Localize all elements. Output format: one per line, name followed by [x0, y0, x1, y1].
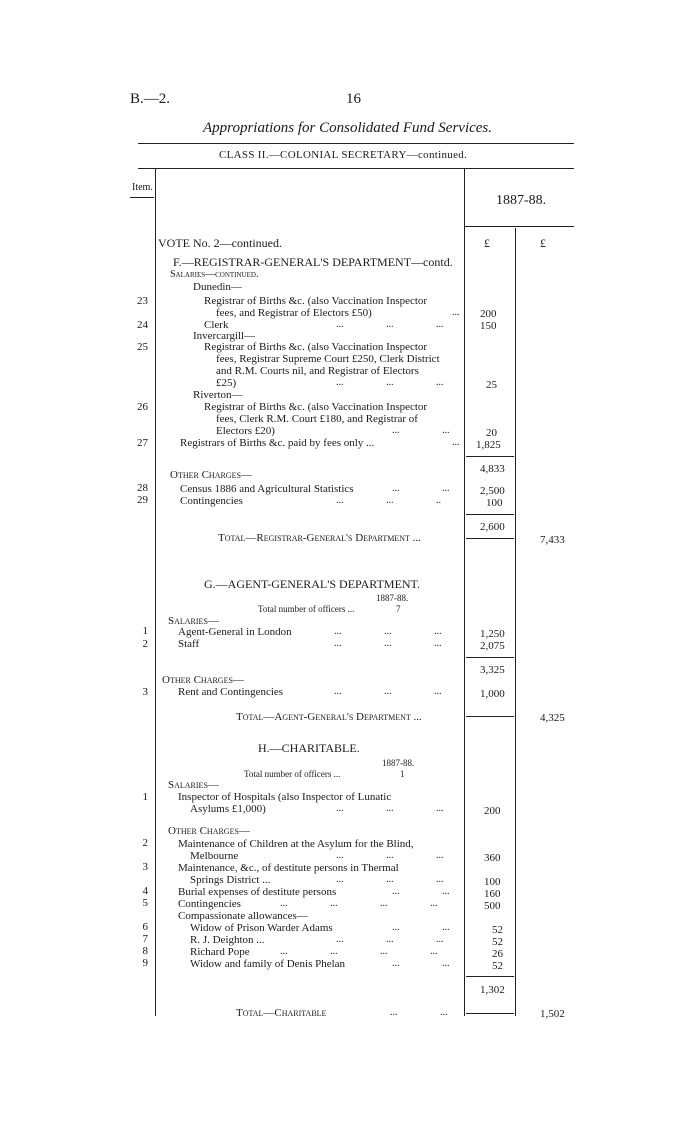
- item-text: Staff: [178, 638, 200, 650]
- item-amount: 20: [486, 427, 497, 439]
- section-f-total-label: Total—Registrar-General's Department ...: [218, 532, 421, 544]
- item-amount: 200: [484, 805, 501, 817]
- total-rule: [466, 1013, 514, 1014]
- item-amount: 360: [484, 852, 501, 864]
- total-rule: [466, 716, 514, 717]
- document-code: B.—2.: [130, 91, 171, 107]
- subtotal-amount: 2,600: [480, 521, 505, 533]
- item-text: Widow and family of Denis Phelan: [190, 958, 346, 970]
- subtotal-rule: [466, 657, 514, 658]
- class-title: CLASS II.—COLONIAL SECRETARY—continued.: [219, 149, 468, 161]
- subtotal-rule: [466, 456, 514, 457]
- item-number: 6: [142, 921, 148, 933]
- leader-dots: ... ... ..: [336, 495, 441, 506]
- section-g-title: G.—AGENT-GENERAL'S DEPARTMENT.: [204, 577, 420, 591]
- item-text: Springs District ...: [190, 874, 271, 886]
- section-g-year: 1887-88.: [376, 593, 409, 603]
- vote-heading: VOTE No. 2—continued.: [158, 236, 282, 250]
- year-header-rule: [464, 226, 574, 227]
- subtotal-amount: 1,302: [480, 984, 505, 996]
- leader-dots: ...: [452, 307, 460, 318]
- item-number: 1: [142, 625, 148, 637]
- section-h-other-label: Other Charges—: [168, 825, 250, 837]
- item-amount: 100: [486, 497, 503, 509]
- item-number: 24: [137, 319, 148, 331]
- item-text: Asylums £1,000): [190, 803, 266, 815]
- item-text: Registrar of Births &c. (also Vaccination Inspector: [204, 295, 428, 307]
- section-g-officers-label: Total number of officers ...: [258, 604, 355, 614]
- section-h-officers-label: Total number of officers ...: [244, 769, 341, 779]
- item-text: Burial expenses of destitute persons: [178, 886, 337, 898]
- item-text: R. J. Deighton ...: [190, 934, 265, 946]
- subtotal-amount: 3,325: [480, 664, 505, 676]
- section-h-title: H.—CHARITABLE.: [258, 741, 360, 755]
- section-h-year: 1887-88.: [382, 758, 415, 768]
- item-number: 7: [142, 933, 148, 945]
- section-g-grand-total: 4,325: [540, 712, 565, 724]
- riverton-label: Riverton—: [193, 389, 243, 401]
- item-number: 27: [137, 437, 148, 449]
- item-amount: 26: [492, 948, 503, 960]
- leader-dots: ... ...: [392, 922, 450, 933]
- item-number: 5: [142, 897, 148, 909]
- item-column-divider: [155, 168, 156, 1016]
- section-g-officers-count: 7: [396, 604, 401, 614]
- item-text: Registrar of Births &c. (also Vaccination Inspector: [204, 401, 428, 413]
- item-text: fees, and Registrar of Electors £50): [216, 307, 372, 319]
- leader-dots: ... ...: [390, 1007, 448, 1018]
- leader-dots: ... ... ...: [336, 850, 444, 861]
- item-amount: 1,250: [480, 628, 505, 640]
- pound-sign-col1: £: [484, 236, 490, 250]
- item-text: Electors £20): [216, 425, 275, 437]
- item-amount: 25: [486, 379, 497, 391]
- item-amount: 2,075: [480, 640, 505, 652]
- leader-dots: ... ...: [392, 425, 450, 436]
- section-f-title: F.—REGISTRAR-GENERAL'S DEPARTMENT—contd.: [173, 255, 453, 269]
- leader-dots: ... ... ...: [336, 874, 444, 885]
- leader-dots: ... ... ...: [334, 686, 442, 697]
- item-text: Registrars of Births &c. paid by fees only ...: [180, 437, 375, 449]
- item-number: 1: [142, 791, 148, 803]
- section-f-salaries-label: Salaries—continued.: [170, 269, 259, 280]
- amount-column-divider: [464, 168, 465, 1016]
- pound-sign-col2: £: [540, 236, 546, 250]
- subtotal-rule: [466, 514, 514, 515]
- leader-dots: ... ... ...: [336, 319, 444, 330]
- total-rule: [466, 538, 514, 539]
- subtotal-rule: [466, 976, 514, 977]
- item-number: 9: [142, 957, 148, 969]
- page-number: 16: [346, 91, 361, 107]
- header-rule: [138, 143, 574, 144]
- leader-dots: ... ... ...: [336, 934, 444, 945]
- year-column-header: 1887-88.: [496, 193, 547, 208]
- section-g-other-label: Other Charges—: [162, 674, 244, 686]
- item-number: 29: [137, 494, 148, 506]
- item-amount: 1,000: [480, 688, 505, 700]
- item-text: and R.M. Courts nil, and Registrar of Electors: [216, 365, 419, 377]
- item-amount: 500: [484, 900, 501, 912]
- item-amount: 100: [484, 876, 501, 888]
- item-amount: 52: [492, 936, 503, 948]
- item-column-header: Item.: [132, 182, 153, 193]
- item-text: Maintenance of Children at the Asylum for the Blind,: [178, 838, 414, 850]
- item-amount: 1,825: [476, 439, 501, 451]
- subcolumn-divider: [515, 228, 516, 1016]
- section-g-total-label: Total—Agent-General's Department ...: [236, 711, 422, 723]
- page-title: Appropriations for Consolidated Fund Services.: [203, 120, 493, 136]
- leader-dots: ... ... ...: [336, 803, 444, 814]
- item-number: 3: [142, 861, 148, 873]
- item-number: 2: [142, 638, 148, 650]
- item-amount: 52: [492, 924, 503, 936]
- leader-dots: ... ... ...: [336, 377, 444, 388]
- leader-dots: ... ... ...: [334, 638, 442, 649]
- item-text: Contingencies: [178, 898, 241, 910]
- leader-dots: ... ... ...: [334, 626, 442, 637]
- item-text: Inspector of Hospitals (also Inspector of Lunatic: [178, 791, 392, 803]
- section-f-grand-total: 7,433: [540, 534, 565, 546]
- item-text: Clerk: [204, 319, 229, 331]
- item-number: 26: [137, 401, 148, 413]
- item-text: Census 1886 and Agricultural Statistics: [180, 483, 354, 495]
- table-top-rule: [138, 168, 574, 169]
- section-f-other-label: Other Charges—: [170, 469, 252, 481]
- invercargill-label: Invercargill—: [193, 330, 256, 342]
- item-number: 25: [137, 341, 148, 353]
- item-text: Maintenance, &c., of destitute persons in Thermal: [178, 862, 399, 874]
- leader-dots: ... ... ... ...: [280, 898, 438, 909]
- leader-dots: ... ...: [392, 886, 450, 897]
- section-h-officers-count: 1: [400, 769, 405, 779]
- item-number: 8: [142, 945, 148, 957]
- leader-dots: ... ...: [392, 958, 450, 969]
- compassionate-label: Compassionate allowances—: [178, 910, 308, 922]
- item-text: fees, Registrar Supreme Court £250, Clerk District: [216, 353, 440, 365]
- item-text: £25): [216, 377, 237, 389]
- item-amount: 150: [480, 320, 497, 332]
- item-amount: 52: [492, 960, 503, 972]
- item-text: fees, Clerk R.M. Court £180, and Registrar of: [216, 413, 418, 425]
- item-header-underline: [130, 197, 154, 198]
- item-text: Melbourne: [190, 850, 239, 862]
- subtotal-amount: 4,833: [480, 463, 505, 475]
- item-text: Agent-General in London: [178, 626, 292, 638]
- section-h-grand-total: 1,502: [540, 1008, 565, 1020]
- leader-dots: ... ...: [392, 483, 450, 494]
- item-amount: 200: [480, 308, 497, 320]
- item-text: Richard Pope: [190, 946, 250, 958]
- section-h-total-label: Total—Charitable: [236, 1007, 327, 1019]
- section-g-salaries-label: Salaries—: [168, 615, 219, 627]
- item-amount: 2,500: [480, 485, 505, 497]
- item-number: 2: [142, 837, 148, 849]
- item-amount: 160: [484, 888, 501, 900]
- item-number: 23: [137, 295, 148, 307]
- dunedin-label: Dunedin—: [193, 281, 242, 293]
- item-text: Rent and Contingencies: [178, 686, 284, 698]
- item-number: 3: [142, 686, 148, 698]
- item-number: 28: [137, 482, 148, 494]
- section-h-salaries-label: Salaries—: [168, 779, 219, 791]
- item-text: Contingencies: [180, 495, 243, 507]
- item-number: 4: [142, 885, 148, 897]
- leader-dots: ...: [452, 437, 460, 448]
- item-text: Widow of Prison Warder Adams: [190, 922, 333, 934]
- item-text: Registrar of Births &c. (also Vaccination Inspector: [204, 341, 428, 353]
- leader-dots: ... ... ... ...: [280, 946, 438, 957]
